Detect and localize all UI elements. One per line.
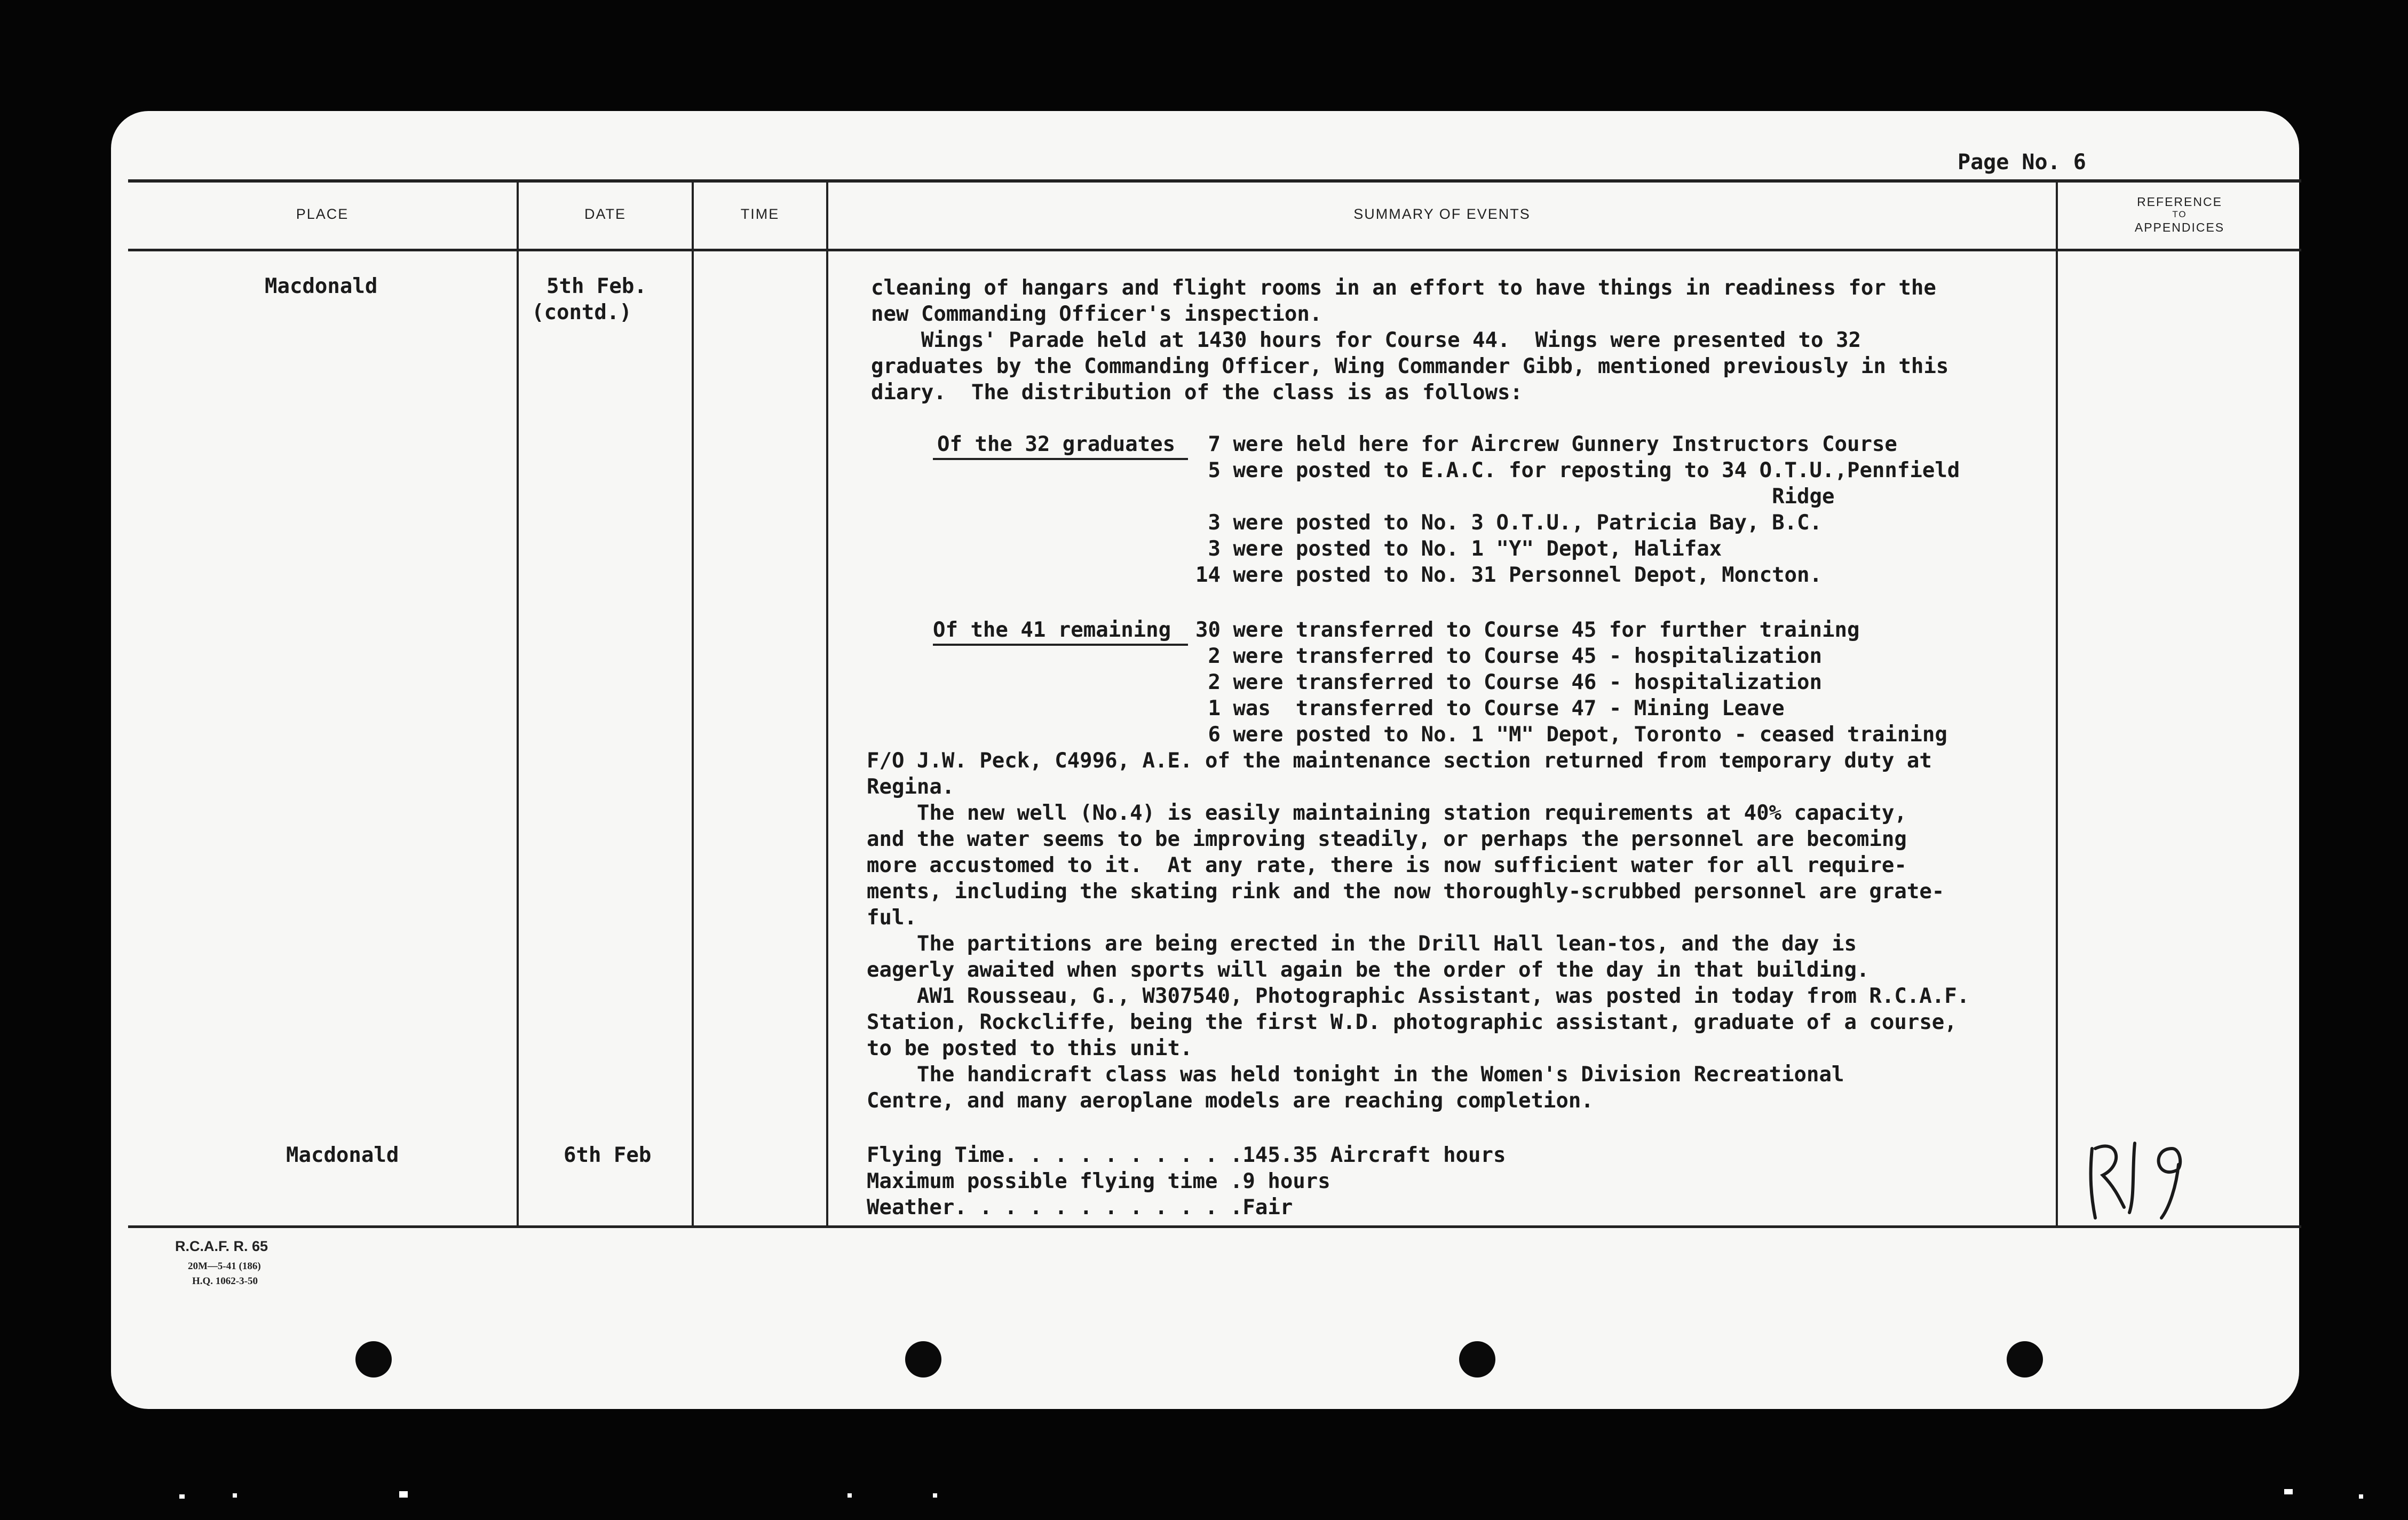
summary-line: Station, Rockcliffe, being the first W.D. photographic assistant, graduate of a course,	[867, 1010, 1957, 1034]
binder-hole	[1459, 1341, 1495, 1378]
header-reference-line3: APPENDICES	[2134, 220, 2225, 234]
summary-line: new Commanding Officer's inspection.	[871, 302, 1322, 326]
list-item: 6 were posted to No. 1 "M" Depot, Toronto - ceased training	[1195, 723, 1947, 747]
summary-line: Regina.	[867, 775, 955, 799]
binder-hole	[355, 1341, 392, 1378]
entry2-date: 6th Feb	[564, 1143, 652, 1167]
form-line1: R.C.A.F. R. 65	[175, 1238, 268, 1254]
list-item: 2 were transferred to Course 45 - hospitalization	[1195, 644, 1822, 668]
summary-line: Flying Time. . . . . . . . . .145.35 Aircraft hours	[867, 1143, 1506, 1167]
list-item: Ridge	[1195, 485, 1835, 509]
entry1-place: Macdonald	[265, 274, 378, 298]
header-date: DATE	[584, 206, 626, 222]
entry1-date-line2: (contd.)	[532, 300, 632, 324]
header-bottom-rule	[128, 249, 2301, 251]
list-item: 2 were transferred to Course 46 - hospitalization	[1195, 670, 1822, 694]
column-divider-4	[2056, 181, 2058, 1226]
summary-line: The handicraft class was held tonight in the Women's Division Recreational	[867, 1063, 1844, 1087]
header-top-rule	[128, 179, 2301, 183]
column-divider-3	[826, 181, 828, 1226]
film-speck	[2359, 1494, 2363, 1499]
form-line2: 20M—5-41 (186)	[188, 1261, 261, 1272]
list-item: 1 was transferred to Course 47 - Mining Leave	[1195, 696, 1785, 721]
remaining-underline	[933, 644, 1188, 646]
column-divider-1	[517, 181, 519, 1226]
remaining-label: Of the 41 remaining	[933, 618, 1171, 642]
list-item: 30 were transferred to Course 45 for further training	[1195, 618, 1860, 642]
page-number: Page No. 6	[1958, 150, 2086, 175]
film-speck	[933, 1493, 937, 1498]
entry1-date-line1: 5th Feb.	[546, 274, 647, 298]
header-place: PLACE	[296, 206, 349, 222]
graduates-label: Of the 32 graduates	[937, 432, 1176, 456]
table-bottom-rule	[128, 1225, 2301, 1228]
header-reference	[2058, 194, 2301, 235]
summary-line: The new well (No.4) is easily maintaining station requirements at 40% capacity,	[867, 801, 1907, 825]
header-time: TIME	[740, 206, 780, 222]
list-item: 3 were posted to No. 3 O.T.U., Patricia Bay, B.C.	[1195, 511, 1822, 535]
header-reference-line2: TO	[2172, 209, 2187, 219]
binder-hole	[2007, 1341, 2043, 1378]
summary-line: Weather. . . . . . . . . . . .Fair	[867, 1196, 1293, 1220]
film-speck	[233, 1493, 237, 1498]
film-speck	[2284, 1489, 2293, 1494]
initials-signature	[2081, 1127, 2209, 1223]
list-item: 14 were posted to No. 31 Personnel Depot, Moncton.	[1195, 563, 1822, 587]
summary-line: AW1 Rousseau, G., W307540, Photographic Assistant, was posted in today from R.C.A.F.	[867, 984, 1970, 1008]
film-speck	[179, 1494, 185, 1499]
film-speck	[399, 1491, 408, 1498]
summary-line: eagerly awaited when sports will again be the order of the day in that building.	[867, 958, 1870, 982]
summary-line: diary. The distribution of the class is as follows:	[871, 381, 1523, 405]
column-divider-2	[692, 181, 694, 1226]
summary-line: more accustomed to it. At any rate, there is now sufficient water for all require-	[867, 853, 1907, 877]
form-line3: H.Q. 1062-3-50	[192, 1276, 258, 1287]
summary-line: Maximum possible flying time .9 hours	[867, 1169, 1330, 1193]
binder-hole	[905, 1341, 941, 1378]
list-item: 5 were posted to E.A.C. for reposting to 34 O.T.U.,Pennfield	[1195, 458, 1960, 482]
summary-line: graduates by the Commanding Officer, Wing Commander Gibb, mentioned previously in this	[871, 354, 1949, 378]
list-item: 3 were posted to No. 1 "Y" Depot, Halifax	[1195, 537, 1722, 561]
summary-line: to be posted to this unit.	[867, 1036, 1193, 1060]
summary-line: Wings' Parade held at 1430 hours for Course 44. Wings were presented to 32	[871, 328, 1861, 352]
header-summary: SUMMARY OF EVENTS	[1353, 206, 1531, 222]
handwritten-initials	[2081, 1127, 2209, 1223]
summary-line: The partitions are being erected in the Drill Hall lean-tos, and the day is	[867, 932, 1857, 956]
summary-line: ments, including the skating rink and the now thoroughly-scrubbed personnel are grate-	[867, 880, 1945, 904]
list-item: 7 were held here for Aircrew Gunnery Instructors Course	[1195, 432, 1897, 456]
summary-line: F/O J.W. Peck, C4996, A.E. of the maintenance section returned from temporary duty at	[867, 749, 1932, 773]
summary-line: cleaning of hangars and flight rooms in an effort to have things in readiness for the	[871, 276, 1936, 300]
entry2-place: Macdonald	[286, 1143, 399, 1167]
summary-line: and the water seems to be improving steadily, or perhaps the personnel are becoming	[867, 827, 1907, 851]
summary-line: Centre, and many aeroplane models are reaching completion.	[867, 1089, 1594, 1113]
film-speck	[847, 1493, 852, 1498]
header-reference-line1: REFERENCE	[2137, 195, 2222, 209]
summary-line: ful.	[867, 906, 917, 930]
graduates-underline	[933, 458, 1188, 460]
